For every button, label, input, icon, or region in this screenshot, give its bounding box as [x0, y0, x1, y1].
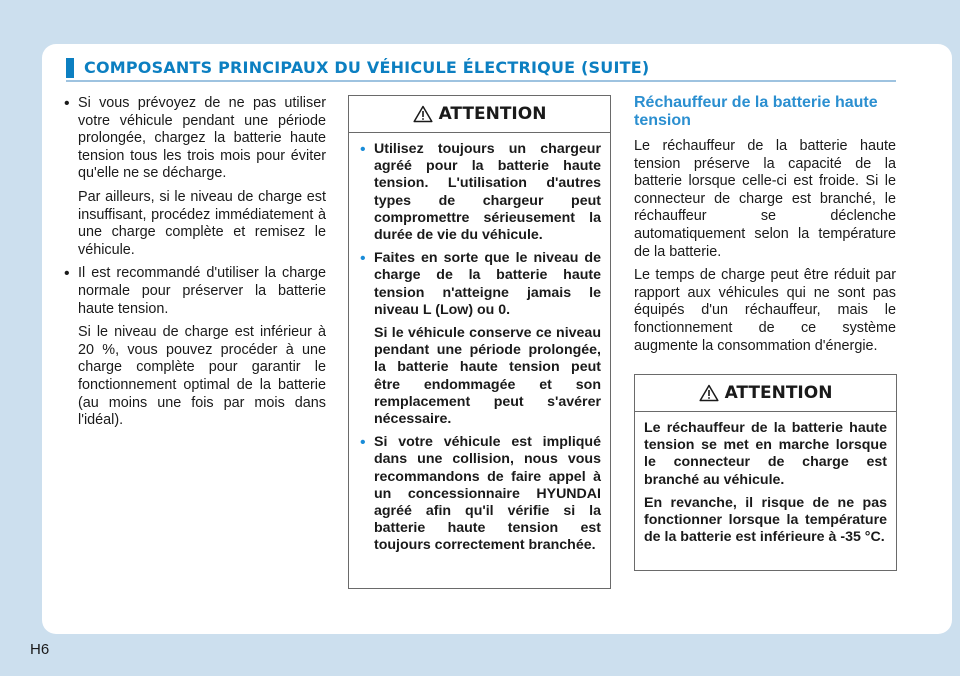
bullet-marker: •: [360, 141, 366, 158]
left-column: [62, 95, 326, 436]
section-header: [66, 58, 896, 82]
list-item-text: Si vous prévoyez de ne pas utiliser votre véhicule pendant une période prolongée, chargez la batterie haute tension tous les trois mois pour éviter qu'elle ne se décharge.: [78, 95, 326, 182]
caution-text: Si le véhicule conserve ce niveau pendant une période prolongée, la batterie haute tension peut être endommagée et son remplacement peut s'avérer nécessaire.: [374, 325, 601, 428]
caution-text: Le réchauffeur de la batterie haute tension se met en marche lorsque le connecteur de charge est branché au véhicule.: [644, 420, 887, 488]
bullet-marker: •: [360, 434, 366, 452]
caution-header: [349, 96, 610, 133]
caution-text: Faites en sorte que le niveau de charge de la batterie haute tension n'atteigne jamais le niveau L (Low) ou 0.: [374, 250, 601, 318]
caution-body: [349, 133, 610, 555]
bullet-marker: •: [64, 265, 70, 283]
bullet-marker: •: [360, 250, 366, 268]
list-item-followup: [62, 189, 326, 259]
header-accent-bar: [66, 58, 74, 78]
caution-text: En revanche, il risque de ne pas fonctionner lorsque la température de la batterie est inférieure à -35 °C.: [644, 494, 887, 546]
caution-item: [358, 434, 601, 554]
list-item-text: Si le niveau de charge est inférieur à 20 %, vous pouvez procéder à une charge complète pour garantir le fonctionnement optimal de la batterie (au moins une fois par mois dans l'idéal).: [78, 324, 326, 429]
caution-body: [635, 412, 896, 546]
caution-box-battery: [348, 95, 611, 589]
caution-text: Utilisez toujours un chargeur agréé pour la batterie haute tension. L'utilisation d'autres types de chargeur peut compromettre sérieusement la durée de vie du véhicule.: [374, 141, 601, 244]
caution-label: ATTENTION: [438, 104, 547, 124]
section-title: COMPOSANTS PRINCIPAUX DU VÉHICULE ÉLECTRIQUE (SUITE): [84, 58, 650, 77]
caution-text: Si votre véhicule est impliqué dans une collision, nous vous recommandons de faire appel à un concessionnaire HYUNDAI agréé afin qu'il vérifie si la batterie haute tension est toujours correctement branchée.: [374, 434, 601, 554]
caution-item-followup: [358, 325, 601, 428]
caution-item: [358, 141, 601, 244]
caution-header: [635, 375, 896, 412]
warning-triangle-icon: [699, 384, 719, 402]
list-item-text: Il est recommandé d'utiliser la charge normale pour préserver la batterie haute tension.: [78, 265, 326, 317]
list-item-followup: [62, 324, 326, 430]
caution-label: ATTENTION: [724, 383, 833, 403]
caution-box-heater: [634, 374, 897, 571]
right-column: [634, 94, 896, 361]
paragraph: Le temps de charge peut être réduit par rapport aux véhicules qui ne sont pas équipés d'un réchauffeur, mais le fonctionnement de ce système augmente la consommation d'énergie.: [634, 267, 896, 354]
list-item-text: Par ailleurs, si le niveau de charge est insuffisant, procédez immédiatement à une charge complète et remisez le véhicule.: [78, 188, 326, 258]
bullet-marker: •: [64, 95, 70, 112]
paragraph: Le réchauffeur de la batterie haute tension préserve la capacité de la batterie lorsque celle-ci est froide. Si le connecteur de charge est branché, le réchauffeur se déclenche automatiquement selon la température de la batterie.: [634, 138, 896, 260]
caution-item: [358, 250, 601, 319]
page-number: H6: [30, 641, 50, 658]
list-item: [62, 265, 326, 318]
warning-triangle-icon: [413, 105, 433, 123]
list-item: [62, 95, 326, 183]
section-subheading: Réchauffeur de la batterie haute tension: [634, 94, 878, 129]
